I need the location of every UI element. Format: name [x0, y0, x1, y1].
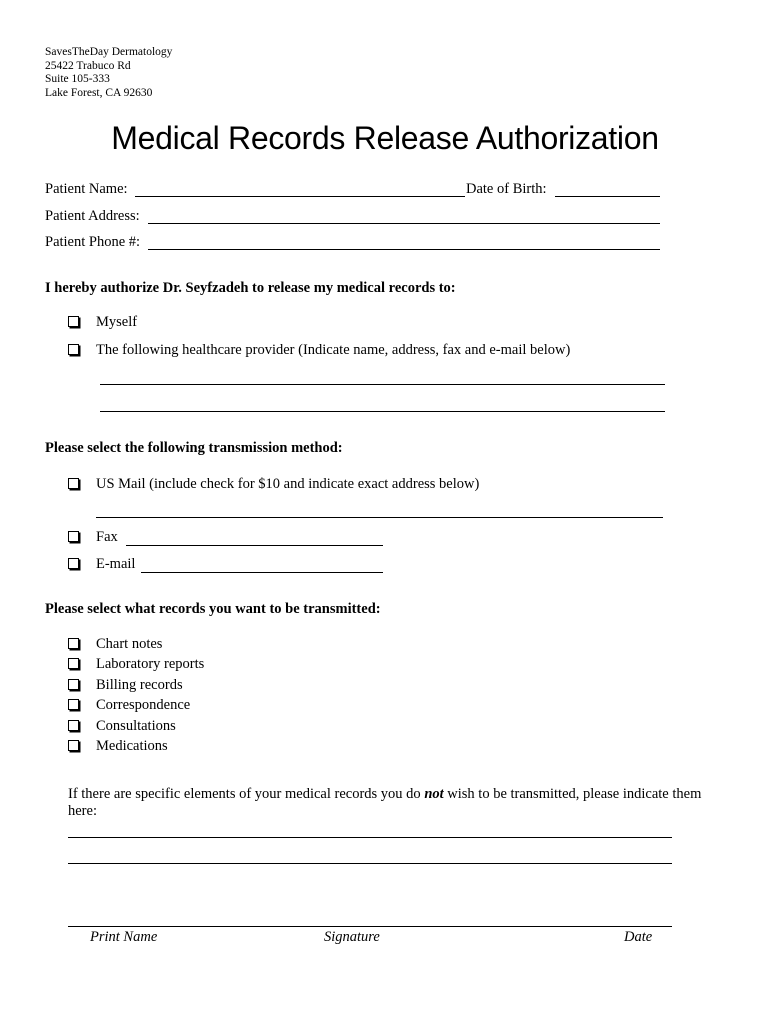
signature-label: Signature	[324, 929, 380, 945]
checkbox-myself[interactable]	[68, 314, 79, 332]
dob-label: Date of Birth:	[466, 181, 547, 197]
exclusion-line-2[interactable]	[68, 863, 672, 864]
checkbox-icon	[68, 558, 79, 569]
checkbox-icon	[68, 316, 79, 327]
patient-phone-label: Patient Phone #:	[45, 234, 141, 250]
dob-field[interactable]	[555, 196, 660, 197]
practice-street: 25422 Trabuco Rd	[45, 60, 131, 72]
provider-line-1[interactable]	[100, 384, 665, 385]
print-name-label: Print Name	[90, 929, 158, 945]
checkbox-icon	[68, 478, 79, 489]
date-label: Date	[624, 929, 653, 945]
exclusion-text-before: If there are specific elements of your medical records you do	[68, 786, 425, 802]
checkbox-icon	[68, 699, 79, 710]
practice-suite: Suite 105-333	[45, 73, 110, 85]
option-us-mail-label: US Mail (include check for $10 and indicate exact address below)	[96, 476, 480, 492]
transmission-heading: Please select the following transmission method:	[45, 440, 343, 456]
checkbox-email[interactable]	[68, 556, 79, 574]
exclusion-emphasis: not	[424, 786, 444, 802]
checkbox-icon	[68, 344, 79, 355]
record-item-billing-records: Billing records	[96, 677, 183, 693]
patient-phone-field[interactable]	[148, 249, 660, 250]
checkbox-icon	[68, 720, 79, 731]
form-title: Medical Records Release Authorization	[111, 120, 659, 156]
record-item-medications: Medications	[96, 738, 168, 754]
practice-name: SavesTheDay Dermatology	[45, 46, 173, 58]
exclusion-line-1[interactable]	[68, 837, 672, 838]
records-heading: Please select what records you want to be transmitted:	[45, 601, 381, 617]
fax-field[interactable]	[126, 545, 383, 546]
checkbox-billing-records[interactable]	[68, 677, 79, 695]
checkbox-laboratory-reports[interactable]	[68, 656, 79, 674]
checkbox-icon	[68, 740, 79, 751]
checkbox-medications[interactable]	[68, 738, 79, 756]
authorize-heading: I hereby authorize Dr. Seyfzadeh to release my medical records to:	[45, 280, 456, 296]
record-item-chart-notes: Chart notes	[96, 636, 163, 652]
option-provider-label: The following healthcare provider (Indicate name, address, fax and e-mail below)	[96, 342, 571, 358]
signature-line[interactable]	[68, 926, 672, 927]
practice-city: Lake Forest, CA 92630	[45, 87, 153, 99]
checkbox-icon	[68, 658, 79, 669]
checkbox-consultations[interactable]	[68, 718, 79, 736]
email-field[interactable]	[141, 572, 383, 573]
patient-name-field[interactable]	[135, 196, 465, 197]
patient-address-label: Patient Address:	[45, 208, 140, 224]
option-myself-label: Myself	[96, 314, 138, 330]
checkbox-icon	[68, 679, 79, 690]
option-email-label: E-mail	[96, 556, 136, 572]
checkbox-healthcare-provider[interactable]	[68, 342, 79, 360]
checkbox-icon	[68, 638, 79, 649]
patient-name-label: Patient Name:	[45, 181, 128, 197]
patient-address-field[interactable]	[148, 223, 660, 224]
checkbox-correspondence[interactable]	[68, 697, 79, 715]
record-item-correspondence: Correspondence	[96, 697, 191, 713]
checkbox-fax[interactable]	[68, 529, 79, 547]
mail-address-line[interactable]	[96, 517, 663, 518]
record-item-consultations: Consultations	[96, 718, 176, 734]
option-fax-label: Fax	[96, 529, 118, 545]
checkbox-chart-notes[interactable]	[68, 636, 79, 654]
checkbox-us-mail[interactable]	[68, 476, 79, 494]
record-item-laboratory-reports: Laboratory reports	[96, 656, 205, 672]
exclusion-text-after: wish to be transmitted, please indicate them here:	[68, 786, 702, 819]
checkbox-icon	[68, 531, 79, 542]
provider-line-2[interactable]	[100, 411, 665, 412]
exclusion-note	[68, 786, 708, 820]
